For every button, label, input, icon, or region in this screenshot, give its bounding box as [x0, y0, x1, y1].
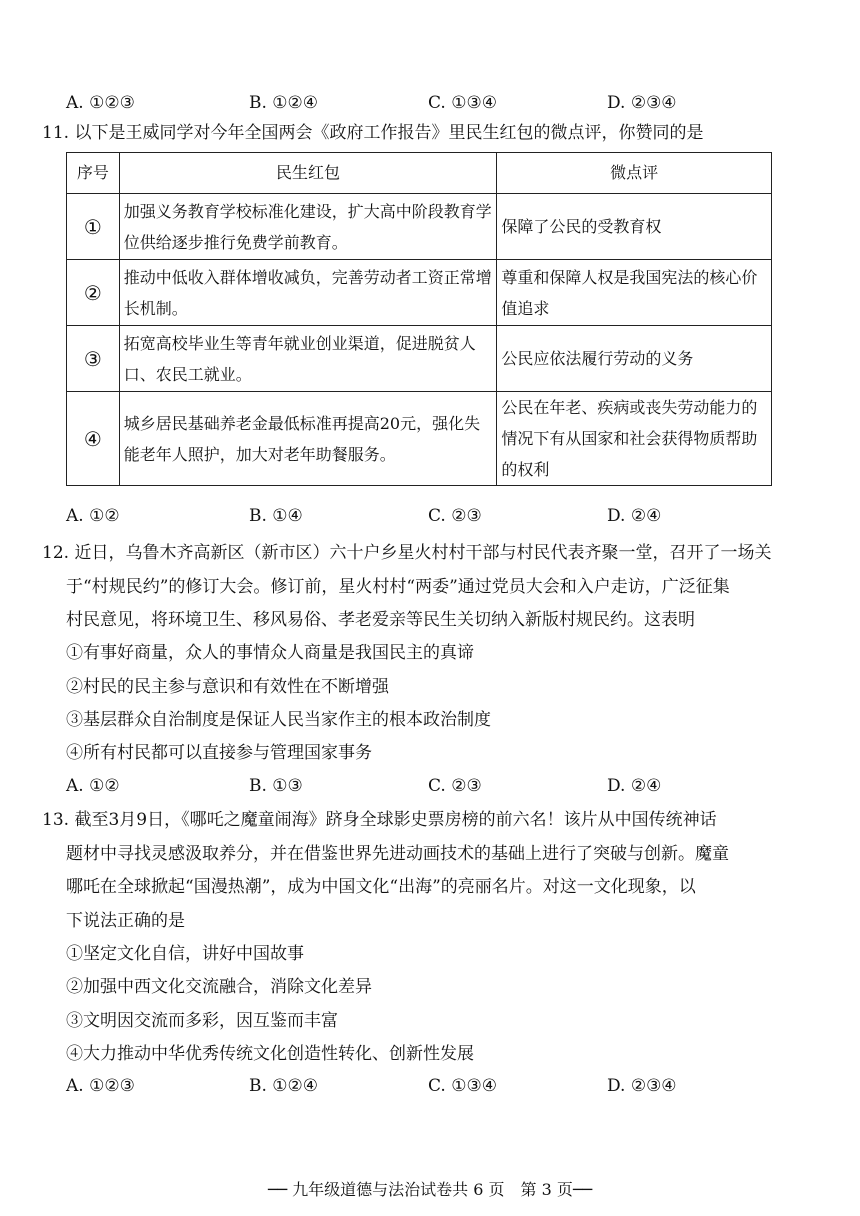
table-header-row [67, 153, 772, 194]
table-row [67, 260, 772, 326]
q12-option-b[interactable]: B. ①③ [249, 776, 303, 796]
q13-statement-3: ③文明因交流而多彩，因互鉴而丰富 [66, 1011, 338, 1031]
q10-options [66, 93, 800, 115]
q12-stem-line-2: 于“村规民约”的修订大会。修订前，星火村村“两委”通过党员大会和入户走访，广泛征集 [66, 577, 730, 597]
row-number: ③ [67, 326, 120, 392]
q12-stem-line-1 [42, 543, 771, 563]
table-row [67, 194, 772, 260]
q10-option-d[interactable]: D. ②③④ [607, 93, 677, 113]
q12-statement-4: ④所有村民都可以直接参与管理国家事务 [66, 743, 372, 763]
q12-statement-3: ③基层群众自治制度是保证人民当家作主的根本政治制度 [66, 710, 491, 730]
q13-statement-1: ①坚定文化自信，讲好中国故事 [66, 944, 304, 964]
q11-stem-text: 以下是王威同学对今年全国两会《政府工作报告》里民生红包的微点评，你赞同的是 [74, 123, 704, 143]
q12-statement-2: ②村民的民主参与意识和有效性在不断增强 [66, 677, 389, 697]
row-review: 公民应依法履行劳动的义务 [497, 326, 772, 392]
q13-statement-4: ④大力推动中华优秀传统文化创造性转化、创新性发展 [66, 1044, 474, 1064]
q10-option-c[interactable]: C. ①③④ [428, 93, 497, 113]
q13-stem-line-4: 下说法正确的是 [66, 911, 185, 931]
q11-option-a[interactable]: A. ①② [66, 506, 120, 526]
q12-option-a[interactable]: A. ①② [66, 776, 120, 796]
q12-option-d[interactable]: D. ②④ [607, 776, 662, 796]
row-item: 拓宽高校毕业生等青年就业创业渠道，促进脱贫人口、农民工就业。 [119, 326, 497, 392]
q12-statement-1: ①有事好商量，众人的事情众人商量是我国民主的真谛 [66, 643, 474, 663]
q10-option-a[interactable]: A. ①②③ [66, 93, 135, 113]
row-item: 推动中低收入群体增收减负，完善劳动者工资正常增长机制。 [119, 260, 497, 326]
q11-table [66, 152, 772, 486]
q13-stem-line-2: 题材中寻找灵感汲取养分，并在借鉴世界先进动画技术的基础上进行了突破与创新。魔童 [66, 844, 729, 864]
row-item: 加强义务教育学校标准化建设，扩大高中阶段教育学位供给逐步推行免费学前教育。 [119, 194, 497, 260]
q13-option-b[interactable]: B. ①②④ [249, 1076, 319, 1096]
q12-stem-line-3: 村民意见，将环境卫生、移风易俗、孝老爱亲等民生关切纳入新版村规民约。这表明 [66, 610, 695, 630]
q11-option-c[interactable]: C. ②③ [428, 506, 482, 526]
q13-stem-line-3: 哪吒在全球掀起“国漫热潮”，成为中国文化“出海”的亮丽名片。对这一文化现象，以 [66, 877, 696, 897]
q11-options [66, 506, 800, 528]
page-footer: ── 九年级道德与法治试卷共 6 页 第 3 页── [267, 1180, 593, 1199]
q13-stem-line-1 [42, 810, 717, 830]
q13-number: 13. [42, 810, 70, 830]
table-row [67, 392, 772, 486]
row-number: ④ [67, 392, 120, 486]
q13-option-a[interactable]: A. ①②③ [66, 1076, 135, 1096]
q11-stem [42, 123, 703, 143]
row-item: 城乡居民基础养老金最低标准再提高20元，强化失能老年人照护，加大对老年助餐服务。 [119, 392, 497, 486]
row-review: 保障了公民的受教育权 [497, 194, 772, 260]
row-number: ② [67, 260, 120, 326]
q11-option-d[interactable]: D. ②④ [607, 506, 662, 526]
q13-option-c[interactable]: C. ①③④ [428, 1076, 497, 1096]
q10-option-b[interactable]: B. ①②④ [249, 93, 319, 113]
q13-options [66, 1076, 800, 1098]
row-review: 公民在年老、疾病或丧失劳动能力的情况下有从国家和社会获得物质帮助的权利 [497, 392, 772, 486]
q12-stem-text-1: 近日，乌鲁木齐高新区（新市区）六十户乡星火村村干部与村民代表齐聚一堂，召开了一场关 [74, 543, 772, 563]
header-item: 民生红包 [119, 153, 497, 194]
q13-option-d[interactable]: D. ②③④ [607, 1076, 677, 1096]
q11-option-b[interactable]: B. ①④ [249, 506, 303, 526]
header-review: 微点评 [497, 153, 772, 194]
row-number: ① [67, 194, 120, 260]
table-row [67, 326, 772, 392]
q13-stem-text-1: 截至3月9日，《哪吒之魔童闹海》跻身全球影史票房榜的前六名！该片从中国传统神话 [74, 810, 717, 830]
q13-statement-2: ②加强中西文化交流融合，消除文化差异 [66, 977, 372, 997]
q12-options [66, 776, 800, 798]
header-number: 序号 [67, 153, 120, 194]
q12-option-c[interactable]: C. ②③ [428, 776, 482, 796]
q12-number: 12. [42, 543, 70, 563]
row-review: 尊重和保障人权是我国宪法的核心价值追求 [497, 260, 772, 326]
q11-number: 11. [42, 123, 70, 143]
